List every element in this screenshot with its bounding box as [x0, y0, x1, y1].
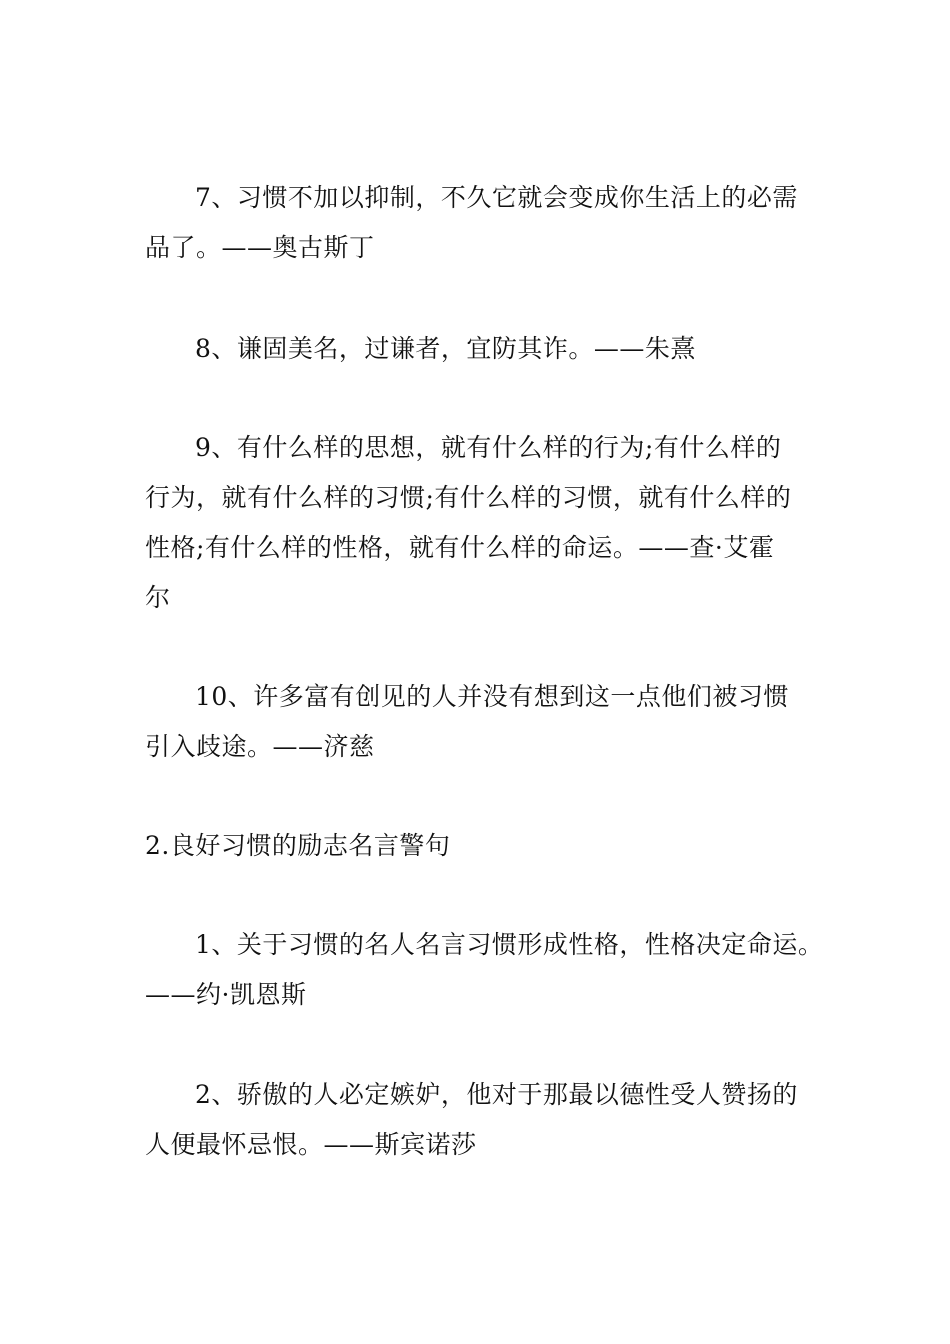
quote-9-line-2: 行为，就有什么样的习惯;有什么样的习惯，就有什么样的: [145, 483, 792, 512]
quote-10-line-2: 引入歧途。——济慈: [145, 732, 375, 761]
quote-9-line-4: 尔: [145, 583, 171, 612]
quote-9-line-3: 性格;有什么样的性格，就有什么样的命运。——查·艾霍: [145, 533, 775, 562]
quote-9-line-1: 9、有什么样的思想，就有什么样的行为;有什么样的: [195, 433, 782, 462]
quote-7-line-2: 品了。——奥古斯丁: [145, 233, 375, 262]
section-heading: 2.良好习惯的励志名言警句: [145, 831, 451, 860]
quote-2-line-1: 2、骄傲的人必定嫉妒，他对于那最以德性受人赞扬的: [195, 1080, 798, 1109]
quote-2-line-2: 人便最怀忌恨。——斯宾诺莎: [145, 1130, 477, 1159]
quote-8-line-1: 8、谦固美名，过谦者，宜防其诈。——朱熹: [195, 334, 696, 363]
quote-1-line-2: ——约·凯恩斯: [145, 980, 307, 1009]
quote-7-line-1: 7、习惯不加以抑制，不久它就会变成你生活上的必需: [195, 183, 798, 212]
quote-10-line-1: 10、许多富有创见的人并没有想到这一点他们被习惯: [195, 682, 789, 711]
quote-1-line-1: 1、关于习惯的名人名言习惯形成性格，性格决定命运。: [195, 930, 824, 959]
